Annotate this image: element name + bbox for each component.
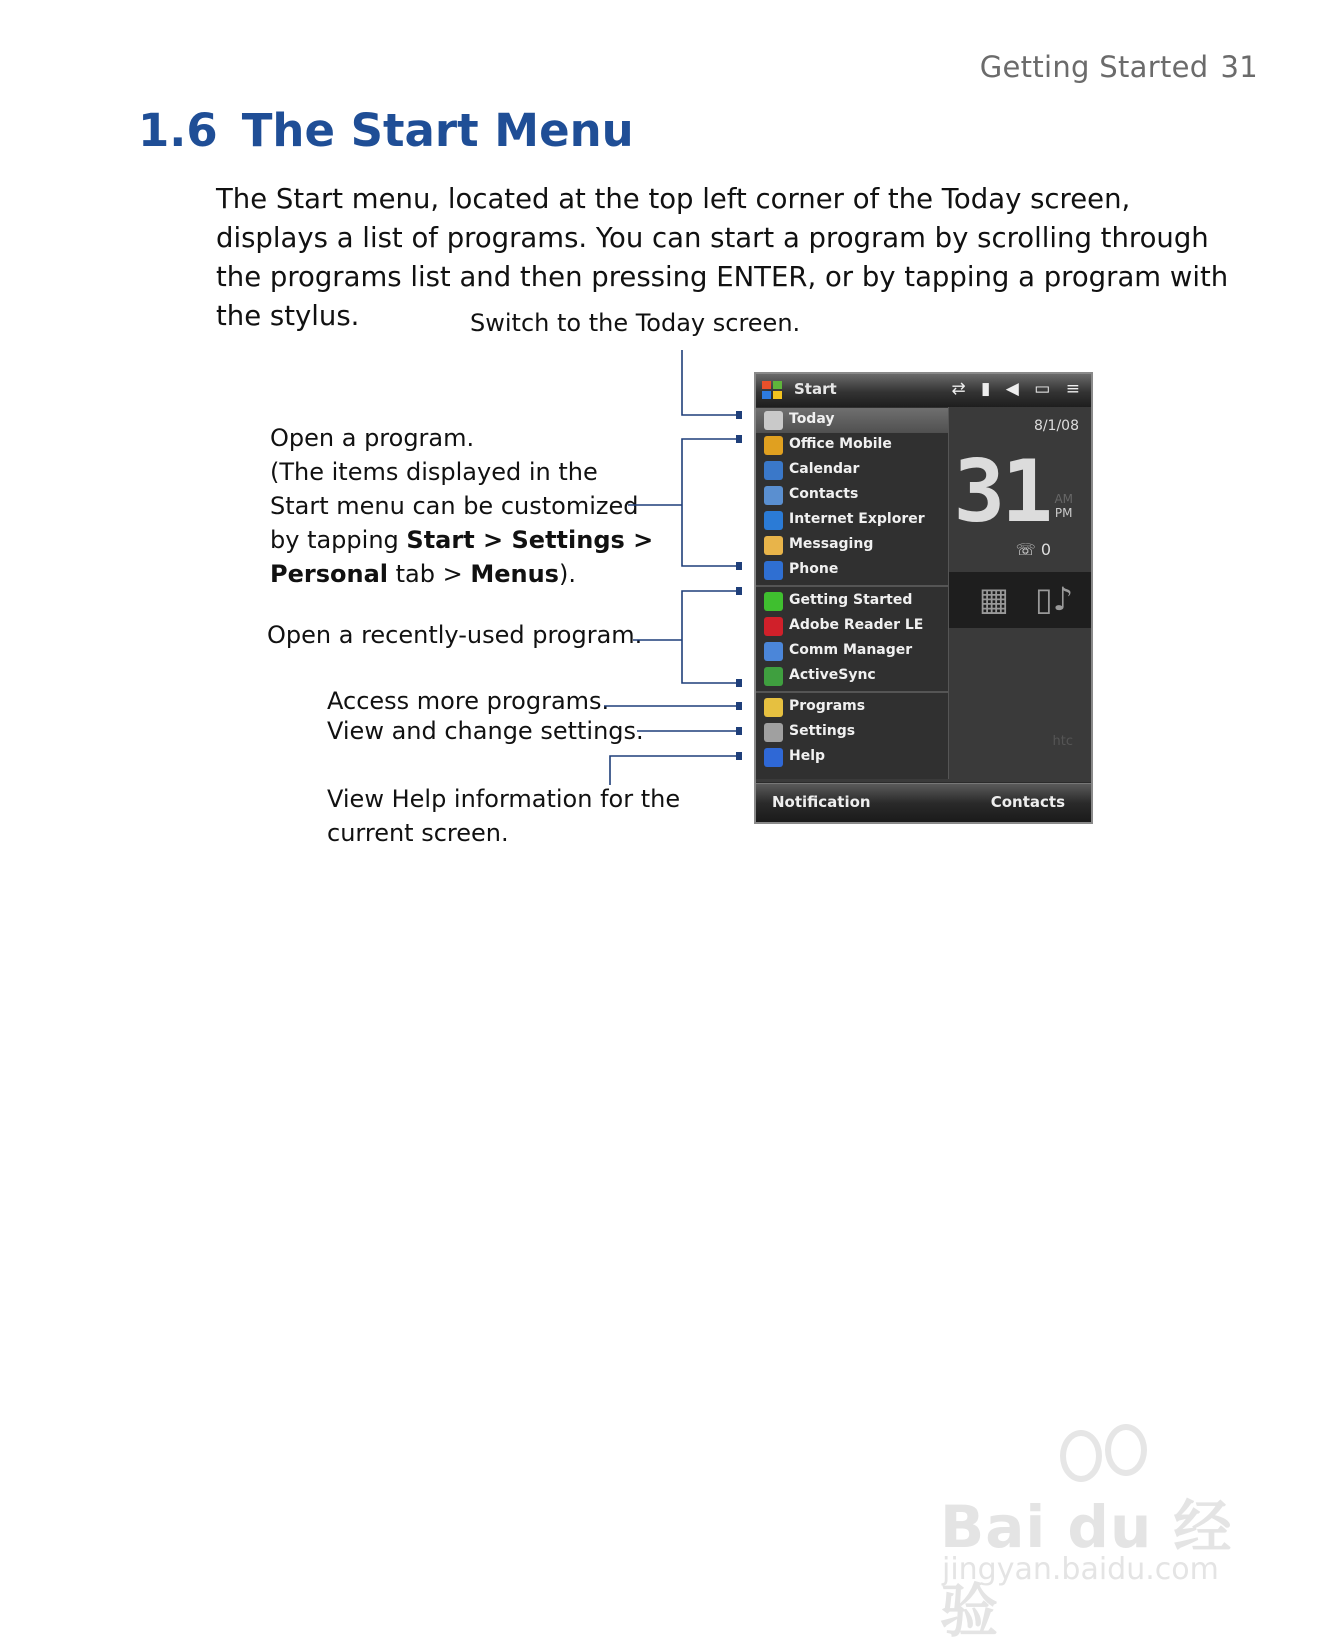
annotation-today: Switch to the Today screen. (470, 309, 801, 337)
menu-item-activesync[interactable] (756, 664, 948, 689)
watermark-logo: Bai du 经验 (940, 1493, 1233, 1645)
paw-print-icon (1060, 1430, 1102, 1482)
annotation-text: ). (558, 560, 576, 588)
leader-open-program (682, 439, 740, 566)
leader-today (682, 350, 740, 415)
menu-item-label: Adobe Reader LE (789, 617, 924, 633)
annotation-line: Open a program. (270, 424, 475, 452)
annotation-settings: View and change settings. (327, 717, 644, 745)
menu-item-programs[interactable] (756, 695, 948, 720)
menu-item-office-mobile[interactable] (756, 433, 948, 458)
menu-item-help[interactable] (756, 745, 948, 770)
annotation-line (270, 523, 653, 557)
menu-item-label: Contacts (789, 486, 859, 502)
start-menu (756, 407, 949, 779)
menu-item-label: ActiveSync (789, 667, 876, 683)
soft-key-bar (756, 783, 1091, 822)
menu-item-label: Programs (789, 698, 866, 714)
menu-item-label: Messaging (789, 536, 874, 552)
menu-item-phone[interactable] (756, 558, 948, 583)
title-bar (756, 374, 1091, 407)
start-button[interactable]: Start (794, 380, 837, 398)
watermark-url: jingyan.baidu.com (942, 1552, 1219, 1587)
pm-label: PM (1054, 506, 1073, 520)
section-title-text: The Start Menu (241, 104, 634, 157)
leader-help (610, 756, 740, 785)
phone-call-icon: ☏ (1015, 540, 1041, 559)
annotation-help (327, 782, 680, 850)
status-icons[interactable]: ⇄ ▮ ◀ ▭ ≡ (951, 379, 1085, 399)
am-pm-indicator (1054, 492, 1073, 520)
menu-item-label: Settings (789, 723, 856, 739)
menu-item-label: Phone (789, 561, 839, 577)
help-icon (764, 748, 783, 767)
menu-separator (756, 585, 948, 587)
contacts-icon (764, 486, 783, 505)
annotation-text: by tapping (270, 526, 407, 554)
menu-item-label: Help (789, 748, 826, 764)
menu-path-personal: Personal (270, 560, 388, 588)
phone-screen (754, 372, 1093, 824)
office-mobile-icon (764, 436, 783, 455)
menu-item-getting-started[interactable] (756, 589, 948, 614)
annotation-open-program (270, 421, 653, 591)
annotation-line: View Help information for the (327, 785, 681, 813)
internet-explorer-icon (764, 511, 783, 530)
chapter-name: Getting Started (979, 50, 1209, 84)
annotation-line: Start menu can be customized (270, 492, 639, 520)
intro-paragraph: The Start menu, located at the top left corner of the Today screen, displays a list of programs. You can start a program by scrolling through the programs list and then pressing ENTER, or by tapping a program with the stylus. (216, 183, 1229, 332)
menu-item-label: Today (789, 411, 835, 427)
menu-path-separator: > (474, 526, 512, 554)
programs-icon (764, 698, 783, 717)
messaging-icon (764, 536, 783, 555)
watermark (940, 1430, 1250, 1645)
menu-path-settings: Settings (511, 526, 625, 554)
page-number: 31 (1220, 50, 1258, 84)
menu-item-messaging[interactable] (756, 533, 948, 558)
windows-flag-icon[interactable] (761, 379, 783, 401)
phone-music-icon: ▯♪ (1034, 580, 1073, 618)
calendar-icon (764, 461, 783, 480)
section-number: 1.6 (138, 104, 218, 157)
menu-path-menus: Menus (470, 560, 559, 588)
date-label: 8/1/08 (1033, 418, 1079, 434)
menu-item-label: Comm Manager (789, 642, 913, 658)
brand-logo: htc (1052, 734, 1073, 749)
comm-manager-icon (764, 642, 783, 661)
section-title (138, 104, 634, 157)
menu-path-separator: > (624, 526, 654, 554)
getting-started-icon (764, 592, 783, 611)
annotation-line: (The items displayed in the (270, 458, 598, 486)
annotation-line (270, 557, 653, 591)
annotation-recent: Open a recently-used program. (267, 621, 643, 649)
annotation-more-programs: Access more programs. (327, 687, 610, 715)
settings-icon (764, 723, 783, 742)
notification-soft-key[interactable]: Notification (772, 793, 871, 811)
menu-item-comm-manager[interactable] (756, 639, 948, 664)
adobe-reader-le-icon (764, 617, 783, 636)
annotation-line: current screen. (327, 819, 509, 847)
menu-item-calendar[interactable] (756, 458, 948, 483)
menu-item-label: Office Mobile (789, 436, 892, 452)
leader-recent (682, 591, 740, 683)
missed-calls (1016, 540, 1051, 559)
am-label: AM (1054, 492, 1073, 506)
menu-item-internet-explorer[interactable] (756, 508, 948, 533)
contacts-soft-key[interactable]: Contacts (990, 793, 1065, 811)
phone-icon (764, 561, 783, 580)
menu-item-settings[interactable] (756, 720, 948, 745)
annotation-text: tab > (387, 560, 471, 588)
running-head (980, 50, 1258, 84)
menu-separator (756, 691, 948, 693)
menu-path-start: Start (406, 526, 475, 554)
menu-item-label: Internet Explorer (789, 511, 925, 527)
menu-item-contacts[interactable] (756, 483, 948, 508)
grid-icon: ▦ (978, 580, 1009, 618)
menu-item-label: Calendar (789, 461, 860, 477)
clock-digits: 31 (953, 442, 1049, 542)
menu-item-today[interactable] (756, 408, 948, 433)
missed-calls-count: 0 (1040, 540, 1051, 559)
today-icon (764, 411, 783, 430)
activesync-icon (764, 667, 783, 686)
menu-item-adobe-reader-le[interactable] (756, 614, 948, 639)
paw-print-icon (1105, 1424, 1147, 1476)
menu-item-label: Getting Started (789, 592, 913, 608)
